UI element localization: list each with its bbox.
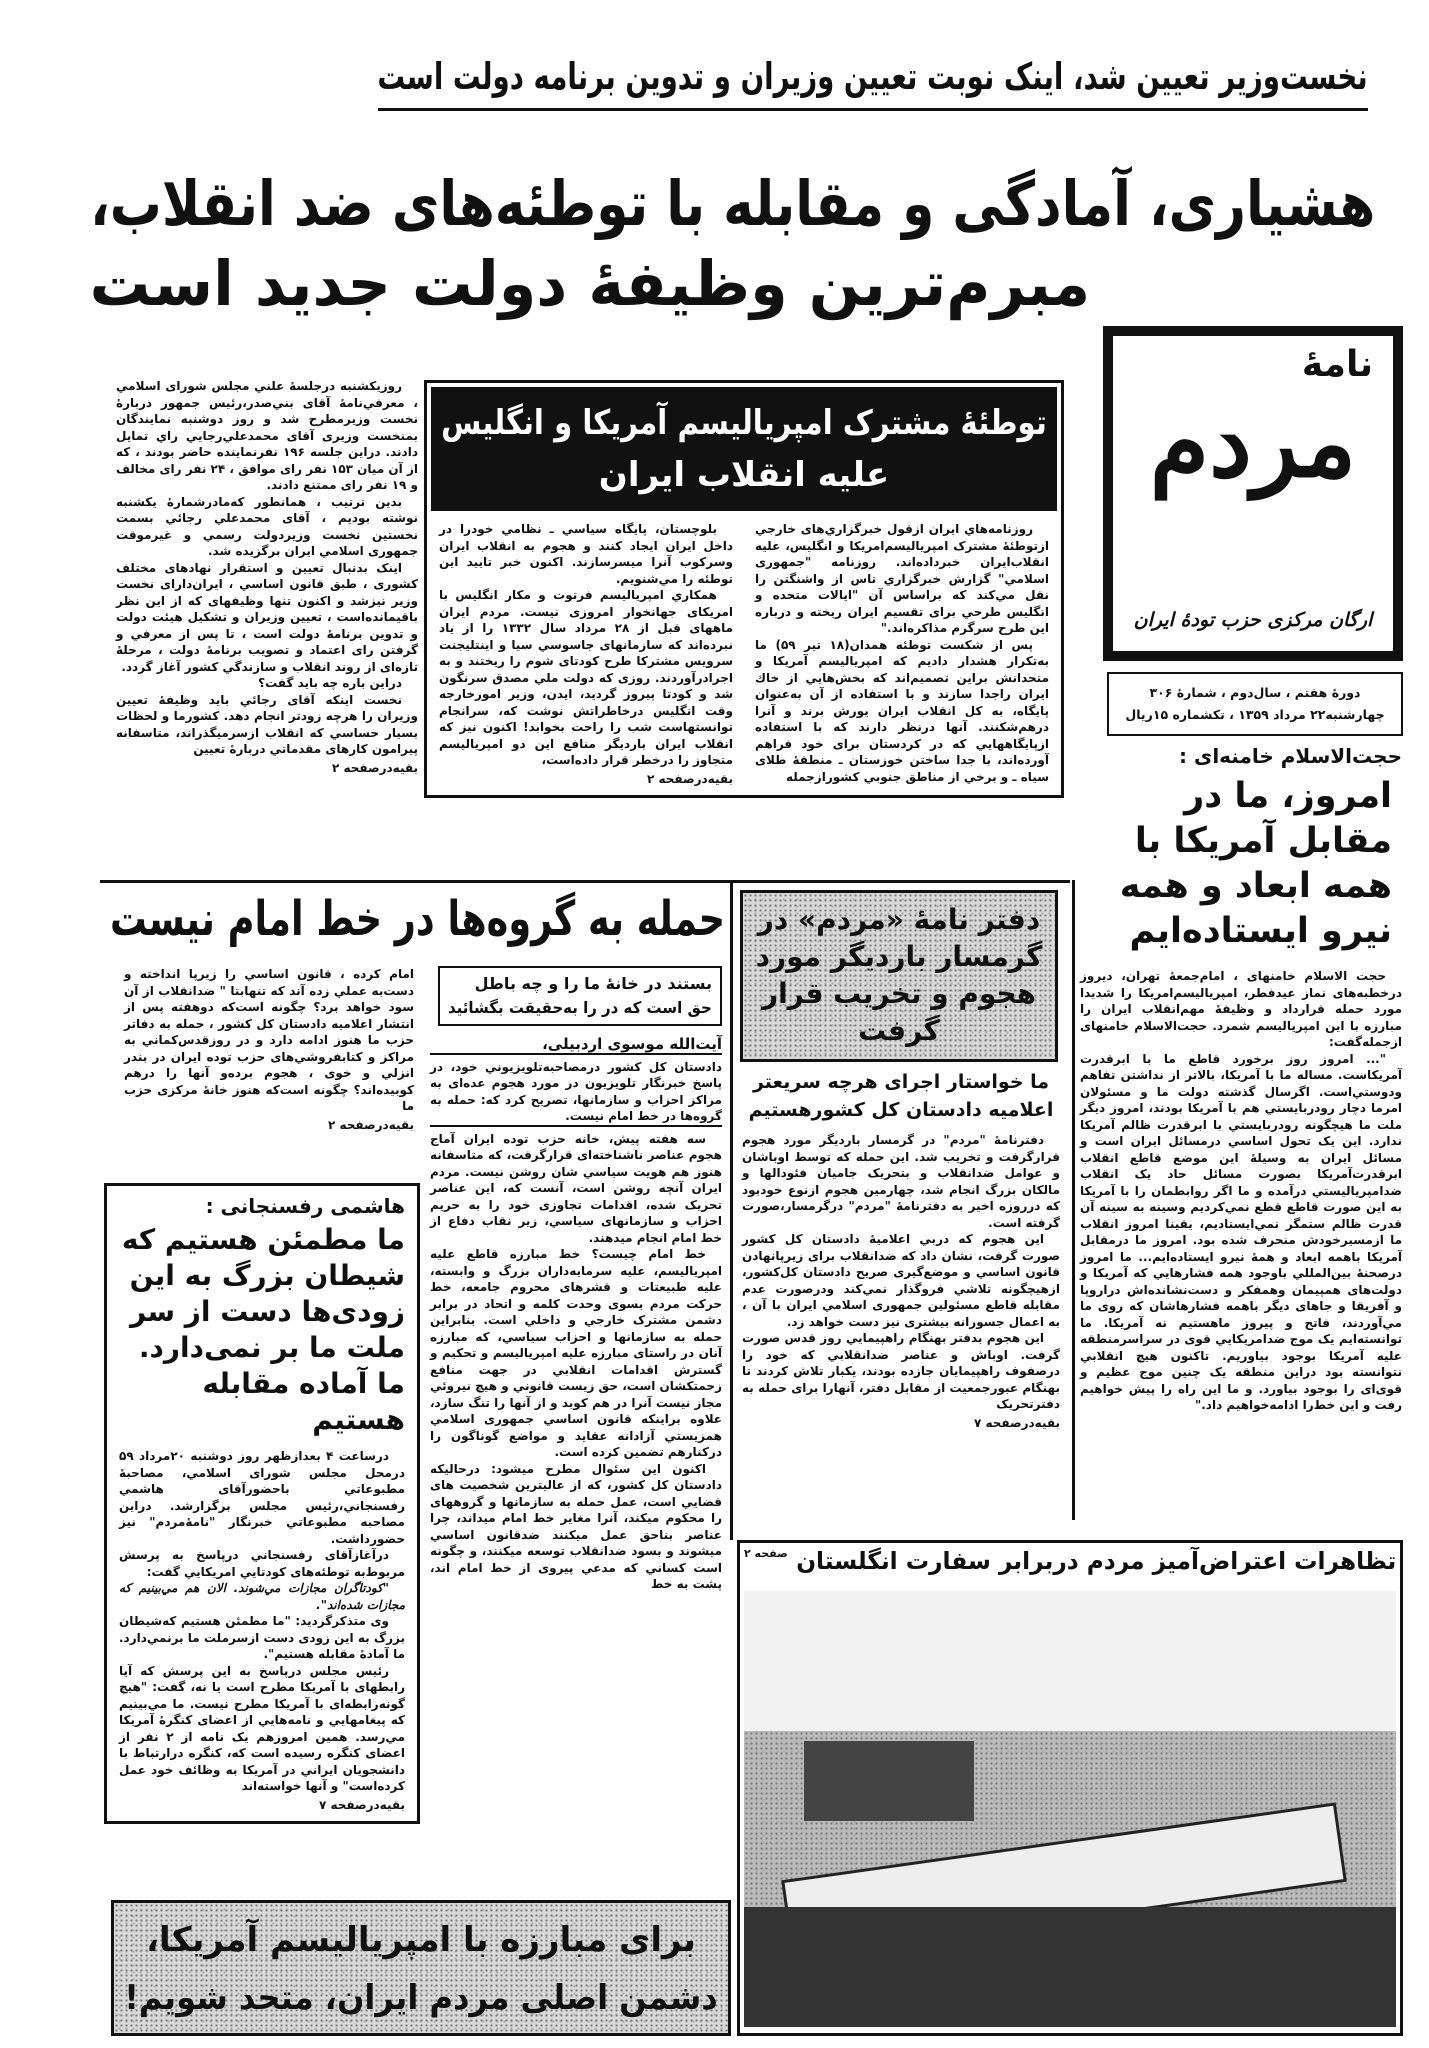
paragraph: روزیکشنبه درجلسهٔ علني مجلس شوراى اسلامي ، معرفي‌نامهٔ آقاى بني‌صدر،رئيس جمهور دربارهٔ نخست وزيرمطرح شد و روز دوشنبه نمايندگان بمنخست وزيرى آقاى محمدعلي‌رجايي راي تمايل دادند. دراين جلسه ۱۹۶ نفرنماينده حاضر بودند ، که از آن ميان ۱۵۳ نفر راى موافق ، ۲۴ نفر راى مخالف و ۱۹ نفر راى ممتنع دادند. [115,379,418,492]
paragraph: دراين باره چه بايد گفت؟ [258,676,402,690]
continued-note: بقيه‌درصفحه ۲ [327,1117,414,1132]
paragraph: اين هجوم كه دربي اعلاميهٔ دادستان كل كشور صورت گرفت، نشان داد كه ضدانقلاب براى زيرپانهادن قانون اساسي و موضع‌گيرى صريح دادستان كل‌كشور، ازهيچگونه تلاشي فروگذار نمي‌كند ودرصورت عدم مقابله قاطع مسئولين جمهورى اسلامي ايران با آن ، به اعمال جسورانه بيشترى نيز دست خواهد زد. [742,1232,1060,1329]
daftar-article [742,1068,1060,1431]
top-strip-headline: نخست‌وزیر تعیین شد، اینک نوبت تعیین وزیران و تدوین برنامه دولت است [378,56,1368,98]
hashemi-kicker: هاشمی رفسنجانی : [205,1194,405,1218]
center-article [424,380,1064,798]
subhead-line2: اعلامیه دادستان کل کشورهستیم [748,1099,1054,1121]
main-headline-second [90,246,1090,322]
continued-note: بقيه‌درصفحه ۲ [646,771,733,786]
paragraph: "كودتاگران مجازات مي‌شوند. الان هم مي‌بينيم كه مجازات شده‌اند". [119,1581,405,1612]
paragraph: درساعت ۴ بعدازظهر روز دوشنبه ۲۰مرداد ۵۹ درمحل مجلس شوراى اسلامي، مصاحبهٔ مطبوعاتي باحضورآقاى هاشمي رفسنجاني،رئيس مجلس برگزارشد. دراين مصاحبه مطبوعاتي خبرنگار "نامهٔ‌مردم" نيز حضورداشت. [119,1449,405,1546]
hamle-headline: حمله به گروه‌ها در خط امام نیست [109,891,725,947]
quote-box [438,966,722,1026]
paragraph: اكنون اين سئوال مطرح ميشود: درحاليكه دادستان كل كشور، كه از عاليترين شخصيت هاى قضايي است، عمل حمله به سازمانها و گروههاى را محكوم ميكند، آنرا مغاير خط امام ميداند، چرا عناصر بناحق عمل ميكنند ضدقانون اساسي ميشوند و بسود ضدانقلاب توسعه ميكنند، و چگونه است كساني كه مدعي پيروى از خط امام اند، پشت به خط [430,1461,722,1591]
center-col-left [439,521,733,787]
paragraph: نخست اينكه آقاى رجائي بايد وظيفهٔ تعيين وزيران را هرچه زودتر انجام دهد. كشورما و لحظات بسيار حساسي كه انقلاب ازسرميگذراند، متاسفانه پيرامون كارهاى مقدماتي دربارهٔ تعيين [116,692,418,756]
paragraph: "... امروز روز برخورد قاطع ما با ابرقدرت آمريكاست. مساله ما با آمريكا، بالاتر از نداشتن تفاهم ودوستي‌است. اگرسال گذشته دولت ما و مسئولان امرما دچار رودربايستي هم با آمريكا بودند، امروز ديگر ملت ما هيچگونه رودربايستي با ابرقدرت ظالم آمريكا ندارد. اين يک تحول اساسي درمسائل ايران است و مسائل ايران به وسيلهٔ اين موضع قاطع انقلاب ابرقدرت‌آمريكا بصورت مسائل حاد يک انقلاب ضدامپرياليستي درآمده و ما اگر روابطمان را با آمريكا به اين صورت قاطع قطع نمي‌كرديم وسينه به سينه آن قدرت ظالم ستمگر نمي‌ايستاديم، يقينا امروز انقلاب ما ازمسيرخودش منحرف شده بود. امروز ما درمقابل آمريكا باهمه ابعاد و همهٔ نيرو ايستاده‌ايم... ما امروز درصحنهٔ بين‌المللي باوجود همه فشارهايي كه آمريكا و دولت‌هاى همپيمان وهمفكر و دست‌نشانده‌اش دراروپا و آفريقا و جاهاى ديگر باهمه فشارهاشان كه روى ما مي‌آوردند، فاتح و پيروز ماهستيم نه آمريكا. ما توانسته‌ايم يک موج ضدامريكايي قوى در سراسرمنطقه عليه آمريكا بوجود بياوريم. تاكنون هيچ انقلابي نتوانسته بود دراين منطقه يک چنين موج عظيم و قوى‌اى را بوجود بياورد. و ما اين راه را پيش خواهيم رفت و اين خط‌را ادامه‌خواهيم داد." [1080,1051,1402,1412]
banner-line1: برای مبارزه با امپریالیسم آمریکا، [146,1920,696,1960]
main-headline [90,166,1375,242]
photo-box [737,1540,1403,2036]
daftar-headline: دفتر نامهٔ «مردم» در گرمسار باردیگر مورد هجوم و تخریب قرار گرفت [755,903,1043,1047]
left-article [116,378,418,776]
paragraph: سه هفته پيش، خانه حزب توده ايران آماج هجوم عناصر ناشناخته‌اى قرارگرفت، كه متاسفانه هنوز هم هويت سياسي شان روشن نيست. مردم ايران آنچه روشن است، آنست كه، اين عناصر تحريک شده، اقدامات تجاوزى خود را به حريم احزاب و سازمانهاى سياسي، زير نقاب دفاع از خط امام انجام ميدهند. [430,1131,722,1245]
protest-photo [744,1591,1396,2027]
paragraph: وى متذكرگرديد: "ما مطمئن هستيم كه‌شيطان بزرگ به اين زودى دست ازسرملت ما برنمي‌دارد. ما آمادهٔ مقابله هستيم". [119,1614,405,1661]
hamle-left-column [124,966,414,1133]
subhead-line1: ما خواستار اجرای هرچه سریعتر [752,1071,1050,1093]
section-rule [100,880,1070,883]
hamle-lead: دادستان كل كشور درمصاحبه‌تلويزيوني خود، در پاسخ خبرنگار تلويزيون در مورد هجوم عده‌اى به مراكز احزاب و سازمانها، تصريح كرد كه: حمله به گروه‌ها در خط امام نيست. [430,1059,722,1127]
issue-info [1107,672,1403,736]
column-rule [730,880,733,1540]
khamenei-article [1080,744,1402,1414]
continued-note: بقيه‌درصفحه ۷ [318,1797,405,1812]
masthead [1103,326,1403,661]
khamenei-kicker: حجت‌الاسلام خامنه‌ای : [1179,744,1402,768]
daftar-headline-box [740,890,1058,1062]
photo-caption: تظاهرات اعتراض‌آمیز مردم دربرابر سفارت انگلستان [795,1547,1396,1575]
top-strip [378,56,1368,99]
main-headline-line1: هشیاری، آمادگی و مقابله با توطئه‌های ضد انقلاب، [89,167,1375,240]
issue-line1: دورهٔ هفتم ، سال‌دوم ، شمارهٔ ۳۰۶ [1149,685,1361,700]
top-strip-rule [378,108,1368,111]
paragraph: امام كرده ، قانون اساسي را زيرپا انداخته و دست‌به عملي زده آند كه تنها‌بتا " ضدانقلاب از آن سود خواهد برد؟ چگونه است‌كه دوهفته پس از انتشار اعلاميه دادستان كل كشور ، حمله به دفاتر حزب ما هنوز ادامه دارد و در روزقدس‌كماني به مراكز و كتابفروشي‌هاى حزب توده‌ ايران در بندر انزلي و خوى ، هجوم برده‌و آنها را درهم كوبيده‌اند؟ چگونه است‌كه هنوز خانهٔ مركزى حزب ما [124,967,414,1113]
main-headline-line2: مبرم‌ترین وظیفهٔ دولت جدید است [89,247,1090,320]
hamle-headline-wrap [110,892,725,947]
paragraph: همكاري امپرياليسم فرتوت و مكار انگليس با امريكاى جهانخوار امروزى نيست. مردم ايران ماههاى قبل از ۲۸ مرداد سال ۱۳۳۲ را از ياد نبرده‌اند كه سازمانهاى جاسوسي سيا و اينتليجنت سرويس مشتركا طرح كودتاى شوم را ريختند و به اجرادرآوردند. روزى كه دولت ملي مصدق سرنگون شد و كودتا پيروز گرديد، ايدن، وزير امورخارجه وقت انگليس درخاطراتش نوشت كه، سرانجام توانستهاست شب را راحت بخوابد! اكنون نيز كه انقلاب ايران باردیگر منافع اين دو امپرياليسم متجاوز را درخطر قرار داده‌است، [439,588,734,767]
paragraph: بدين ترتيب ، همانطور كه‌مادرشمارهٔ يكشنبه نوشته بوديم ، آقاى محمدعلي رجائي بسمت نخستين نخست وزيردولت رسمي و غيرموقت جمهورى اسلامي ايران برگزيده شد. [116,494,418,558]
masthead-subtitle: ارگان مرکزی حزب تودهٔ ایران [1133,609,1373,631]
issue-line2: چهارشنبه۲۲ مرداد ۱۳۵۹ ، تکشماره ۱۵ریال [1125,707,1385,722]
continued-note: بقيه‌درصفحه ۲ [331,760,418,775]
paragraph: خط امام چيست؟ خط مبارزه قاطع عليه امپرياليسم، عليه سرمايه‌داران بزرگ و وابسته، عليه طبيعتات و قشرهاى محروم جامعه، خط حركت مردم بسوى وحدت كلمه و اتحاد در برابر دشمن مشترک خارجي و داخلي است. بنابراين حمله به سازمانها و احزاب سياسي، كه مبارزه آنان در راستاى مبارزه عليه امپرياليسم و تحكيم و گسترش اقدامات انقلابي در جهت منافع زحمتكشان است، حق زيست قانوني و هيچ نيروئي مجاز نيست آنرا در هم كوبد و از آنها را تنگ سازد، علاوه براينكه قانون اساسي جمهورى اسلامي همزيستي آزادانه عقايد و مواضع گوناگون را دركنارهم تضمين كرده است. [430,1247,722,1459]
bottom-banner [111,1900,731,2036]
page-marker: صفحه ۲ [744,1547,788,1560]
center-col-right [755,521,1049,787]
daftar-subhead [742,1068,1060,1124]
paragraph: اين هجوم بدفتر بهنگام راهپيمايي روز قدس صورت گرفت. اوباش و عناصر ضدانقلابي كه خود را درصفوف راهپيمايان جازده بودند، يكبار تلاش كردند تا بهنگام عبورجمعيت از مقابل دفتر، آنهارا براى حمله به دفترتحريک [742,1331,1060,1411]
paragraph: روزنامه‌هاي ايران ازقول خبرگزاري‌هاى خارجي ازتوطئهٔ مشترک امپرياليسم‌امريكا و انگليس، عليه انقلاب‌ايران خبرداده‌اند. روزنامه "جمهورى اسلامي" گزارش خبرگزاري تاس از واشنگتن را نقل مي‌كند كه براساس آن "ايالات متحده و انگليس طرحي براى تقسيم ايران ريخته و درباره اين طرح سرگرم مذاكره‌اند." [755,522,1049,635]
quote-line2: حق است که در را به‌حقیقت بگشائید [448,998,712,1017]
hamle-byline: آیت‌الله موسوی اردبیلی، [430,1036,722,1055]
khamenei-headline: امروز، ما در مقابل آمریکا با همه ابعاد و همه نیرو ایستاده‌ایم [1119,776,1392,951]
khamenei-body [1080,968,1402,1414]
masthead-logo: مردم [1149,386,1357,499]
center-article-headline [431,387,1057,511]
paragraph: بلوچستان، پايگاه سياسي ـ نظامي خودرا در داخل ايران ايجاد كنند و هجوم به انقلاب ايران وسركوب آنرا ميسرسازند. اكنون خبر تاييد اين توطئه را مي‌شنويم. [439,522,733,586]
continued-note: بقيه‌درصفحه ۷ [973,1415,1060,1430]
column-rule [1072,880,1075,1520]
headline-line2: علیه انقلاب ایران [598,455,890,495]
banner-line2: دشمن اصلی مردم ایران، متحد شویم! [124,1978,718,2018]
paragraph: درآغازآقاى رفسنجاني درپاسخ به پرسش مربوط‌به توطئه‌هاى كودتايي امريكايي گفت: [119,1548,405,1579]
hashemi-headline: ما مطمئن هستیم که شیطان بزرگ به این زودی‌ها دست از سر ملت ما بر نمی‌دارد. ما آماده مقابله هستیم [121,1223,405,1436]
quote-line1: بستند در خانهٔ ما را و چه باطل [474,974,712,993]
paragraph: پس از شكست توطئه همدان(۱۸ تير ۵۹) ما به‌تكرار هشدار داديم كه امپرياليسم آمريكا و متحدانش براين تصميم‌اند كه بخش‌هايي از خاك ايران راجدا سازند و با استفاده از آن به‌عنوان پايگاه، به كل انقلاب ايران يورش برند و آنرا درهم‌شكنند. آنها درنظر دارند كه با استفاده ازپايگاههايي كه در كردستان براى خود فراهم آورده‌اند، با جدا ساختن خوزستان ـ منطقهٔ طلاى سياه ـ و برخي از مناطق جنوبي كشورازجمله [755,637,1049,784]
masthead-prefix: نامهٔ [1301,344,1373,385]
paragraph: دفترنامهٔ "مردم" در گرمسار باردیگر مورد هجوم قرارگرفت و تخريب شد. اين حمله كه توسط اوباشان و عوامل ضدانقلاب و بتحريک جاميان فئودالها و مالكان بزرگ انجام شد، چهارمين هجوم ازنوع خودبود كه درروزه اخير به دفترنامهٔ "مردم" درگرمسار،صورت گرفته است. [742,1133,1060,1230]
paragraph: حجت الاسلام خامنهاى ، امام‌جمعهٔ تهران، ديروز درخطبه‌هاى نماز عيدفطر، امپرياليسم‌امريكا را شديدا مورد حمله قرارداد و وظيفهٔ مهم‌انقلاب ايران را مبارزه با اين امپرياليسم شمرد. حجت‌الاسلام خامنهاى ازجمله‌گفت: [1080,969,1402,1049]
hamle-center-column [430,1036,722,1593]
paragraph: رئيس مجلس درپاسخ به اين پرسش كه آيا رابطهاى با آمريكا مطرح است يا نه، گفت: "هيچ گونه‌رابطه‌اى با آمريكا مطرح نيست. ما مي‌بينيم كه پيغامهايي و نامه‌هايي از اعضاى كنگرهٔ آمريكا مي‌رسد. همين امروزهم يک نامه از ۲ نفر از اعضاى كنگره رسيده است كه، كنگره درارتباط با دانشجويان ايراني در آمريكا به وظائف خود عمل كرده‌است" و آنها خواسته‌اند [119,1663,406,1793]
hashemi-article [104,1183,420,1824]
headline-line1: توطئهٔ مشترک امپریالیسم آمریکا و انگلیس [441,403,1047,443]
paragraph: اينک بدنبال تعيين و استقرار نهادهاى مختلف كشورى ، طبق قانون اساسي ، ايران‌داراى نخست وزير نيزشد و اكنون تنها وظيفهاى كه از اين نظر باقيمانده‌است ، تعيين وزيران و تشكيل هيئت دولت و تدوين برنامهٔ دولت است ، تا پس از معرفي و گرفتن راى اعتماد و تصويب برنامهٔ دولت ، مرحلهٔ تازه‌اى از روند انقلاب و سازندگي كشور آغاز گردد. [116,560,418,674]
